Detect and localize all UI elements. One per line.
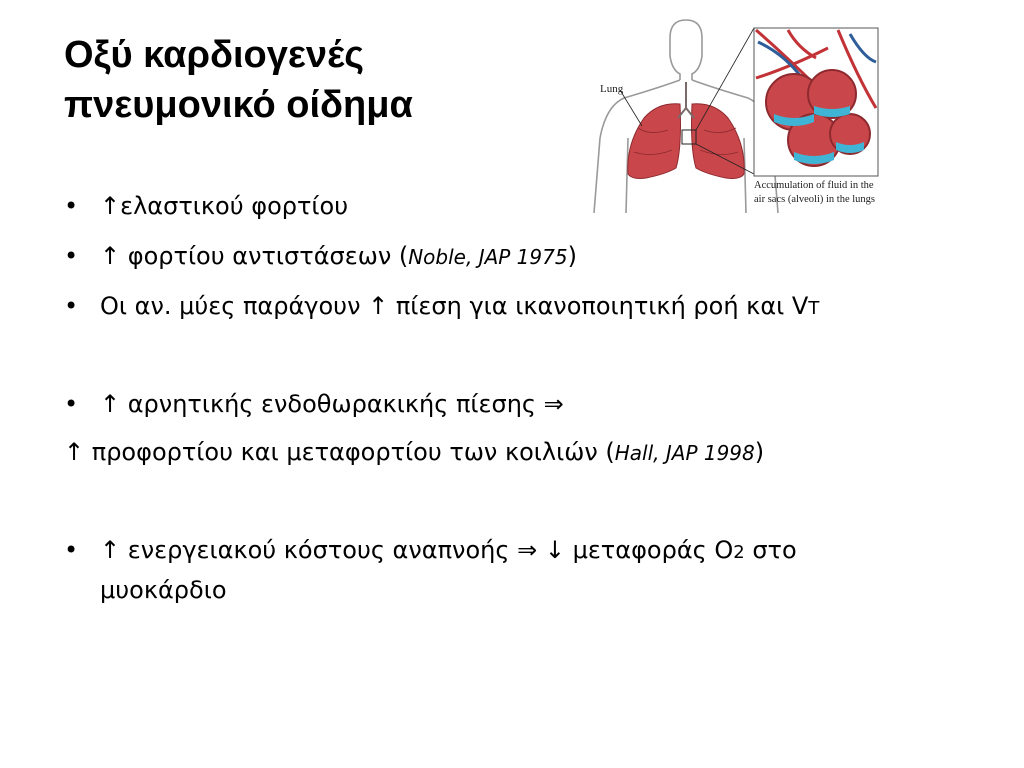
lung-label: Lung [600, 83, 624, 95]
bullet-marker: • [64, 390, 79, 418]
bullet-2-text: φορτίου αντιστάσεων ( [120, 242, 409, 270]
slide-title-line-2: πνευμονικό οίδημα [64, 84, 413, 126]
bullet-3-text-a: Οι αν. μύες παράγουν [100, 292, 369, 320]
alveoli-panel [754, 28, 878, 176]
bullet-1-text: ελαστικού φορτίου [120, 192, 349, 220]
vt-subscript: T [808, 298, 820, 319]
implies-arrow-icon: ⇒ [543, 390, 564, 418]
up-arrow-icon: ↑ [64, 438, 85, 466]
o2-subscript: 2 [733, 542, 745, 563]
bullet-5-text-c: στο [744, 536, 797, 564]
bullet-4-cont-close: ) [754, 438, 765, 466]
lungs-graphic [628, 82, 744, 179]
implies-arrow-icon: ⇒ [517, 536, 538, 564]
up-arrow-icon: ↑ [100, 536, 121, 564]
bullet-text [100, 286, 819, 329]
bullet-2-close: ) [567, 242, 577, 270]
torso-outline [594, 20, 778, 213]
bullet-5-line-2-text: μυοκάρδιο [100, 576, 227, 604]
slide-title-line-1: Οξύ καρδιογενές [64, 34, 364, 76]
bullet-marker: • [64, 192, 79, 220]
figure-caption-line-2: air sacs (alveoli) in the lungs [754, 194, 876, 205]
up-arrow-icon: ↑ [100, 242, 121, 270]
up-arrow-icon: ↑ [100, 192, 121, 220]
citation-noble: Noble, JAP 1975 [408, 245, 568, 269]
bullet-marker: • [64, 292, 79, 320]
down-arrow-icon: ↓ [544, 536, 565, 564]
bullet-text [100, 384, 564, 424]
up-arrow-icon: ↑ [100, 390, 121, 418]
lung-alveoli-illustration [588, 18, 888, 213]
bullet-3-text-b: πίεση για ικανοποιητική ροή και V [388, 292, 809, 320]
bullet-text [100, 236, 577, 277]
bullet-marker: • [64, 242, 79, 270]
bullet-4-cont-text: προφορτίου και μεταφορτίου των κοιλιών ( [84, 438, 615, 466]
bullet-4-text: αρνητικής ενδοθωρακικής πίεσης [120, 390, 544, 418]
bullet-marker: • [64, 536, 79, 564]
bullet-5-text-b: μεταφοράς Ο [564, 536, 734, 564]
up-arrow-icon: ↑ [368, 292, 389, 320]
bullet-5-text-a: ενεργειακού κόστους αναπνοής [120, 536, 518, 564]
slide-title [64, 30, 413, 130]
figure-caption-line-1: Accumulation of fluid in the [754, 180, 874, 191]
bullet-text [100, 186, 348, 226]
bullet-text [100, 530, 797, 573]
bullet-text [64, 432, 764, 473]
citation-hall: Hall, JAP 1998 [614, 441, 755, 465]
